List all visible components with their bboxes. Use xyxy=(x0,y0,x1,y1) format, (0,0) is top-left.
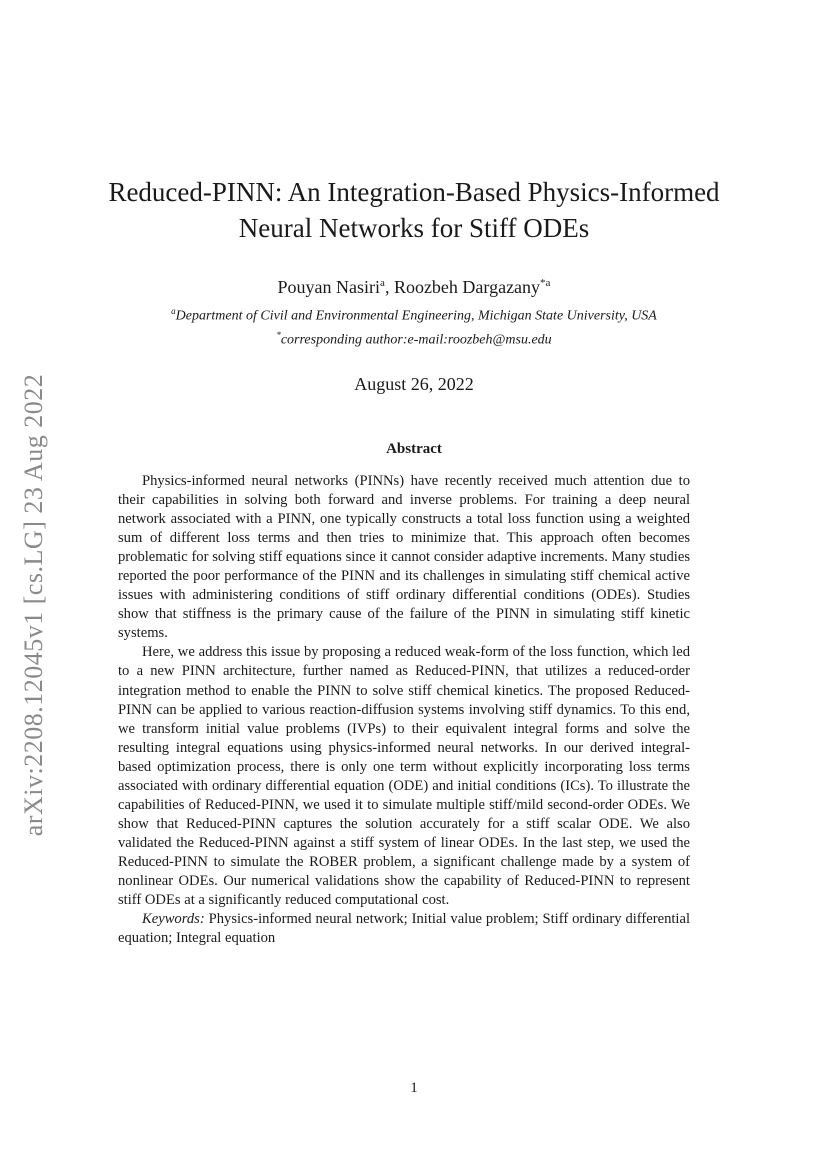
abstract-paragraph: Physics-informed neural networks (PINNs) have recently received much attention due to their capabilities in solving both forward and inverse problems. For training a deep neural network associated with a PINN, one typically constructs a total loss function using a weighted sum of different loss terms and then tries to minimize that. This approach often becomes problematic for solving stiff equations since it cannot consider adaptive increments. Many studies reported the poor performance of the PINN and its challenges in simulating stiff chemical active issues with administering conditions of stiff ordinary differential conditions (ODEs). Studies show that stiffness is the primary cause of the failure of the PINN in simulating stiff kinetic systems. xyxy=(118,473,690,642)
author-affiliation xyxy=(60,306,768,325)
abstract-paragraph: Here, we address this issue by proposing a reduced weak-form of the loss function, which led to a new PINN architecture, further named as Reduced-PINN, that utilizes a reduced-order integration method to enable the PINN to solve stiff chemical kinetics. The proposed Reduced-PINN can be applied to various reaction-diffusion systems involving stiff dynamics. To this end, we transform initial value problems (IVPs) to their equivalent integral forms and solve the resulting integral equations using physics-informed neural networks. In our derived integral-based optimization process, there is only one term without explicitly incorporating loss terms associated with ordinary differential equation (ODE) and initial conditions (ICs). To illustrate the capabilities of Reduced-PINN, we used it to simulate multiple stiff/mild second-order ODEs. We show that Reduced-PINN captures the solution accurately for a stiff scalar ODE. We also validated the Reduced-PINN against a stiff system of linear ODEs. In the last step, we used the Reduced-PINN to simulate the ROBER problem, a significant challenge made by a system of nonlinear ODEs. Our numerical validations show the capability of Reduced-PINN to represent stiff ODEs at a significantly reduced computational cost. xyxy=(118,644,690,909)
affiliation-text: Department of Civil and Environmental Engineering, Michigan State University, USA xyxy=(175,308,657,324)
title-line-2: Neural Networks for Stiff ODEs xyxy=(238,213,590,243)
corresponding-mark: * xyxy=(276,330,281,340)
publication-date: August 26, 2022 xyxy=(354,374,474,394)
corresponding-author xyxy=(60,330,768,349)
author-name: Pouyan Nasiri xyxy=(277,277,381,297)
affiliation-mark: a xyxy=(171,306,176,316)
keywords-label: Keywords: xyxy=(142,911,205,928)
affiliation-mark: a xyxy=(380,277,385,289)
author-name: Roozbeh Dargazany xyxy=(393,277,541,297)
title-line-1: Reduced-PINN: An Integration-Based Physics-Informed xyxy=(108,177,720,207)
paper-title xyxy=(60,174,768,246)
page-number: 1 xyxy=(410,1080,418,1096)
affiliation-mark: *a xyxy=(540,277,551,289)
arxiv-identifier-text: arXiv:2208.12045v1 [cs.LG] 23 Aug 2022 xyxy=(19,373,48,837)
keywords-text: Physics-informed neural network; Initial value problem; Stiff ordinary differential equation; Integral equation xyxy=(118,911,691,947)
keywords xyxy=(118,910,690,948)
arxiv-identifier-stamp xyxy=(12,360,56,850)
author-list: Pouyan Nasiri$^a$, Roozbeh Dargazany$^{*a}$ xyxy=(277,277,551,297)
abstract-heading: Abstract xyxy=(386,441,442,457)
abstract-body xyxy=(118,472,690,948)
corresponding-text: corresponding author:e-mail:roozbeh@msu.edu xyxy=(280,332,552,348)
